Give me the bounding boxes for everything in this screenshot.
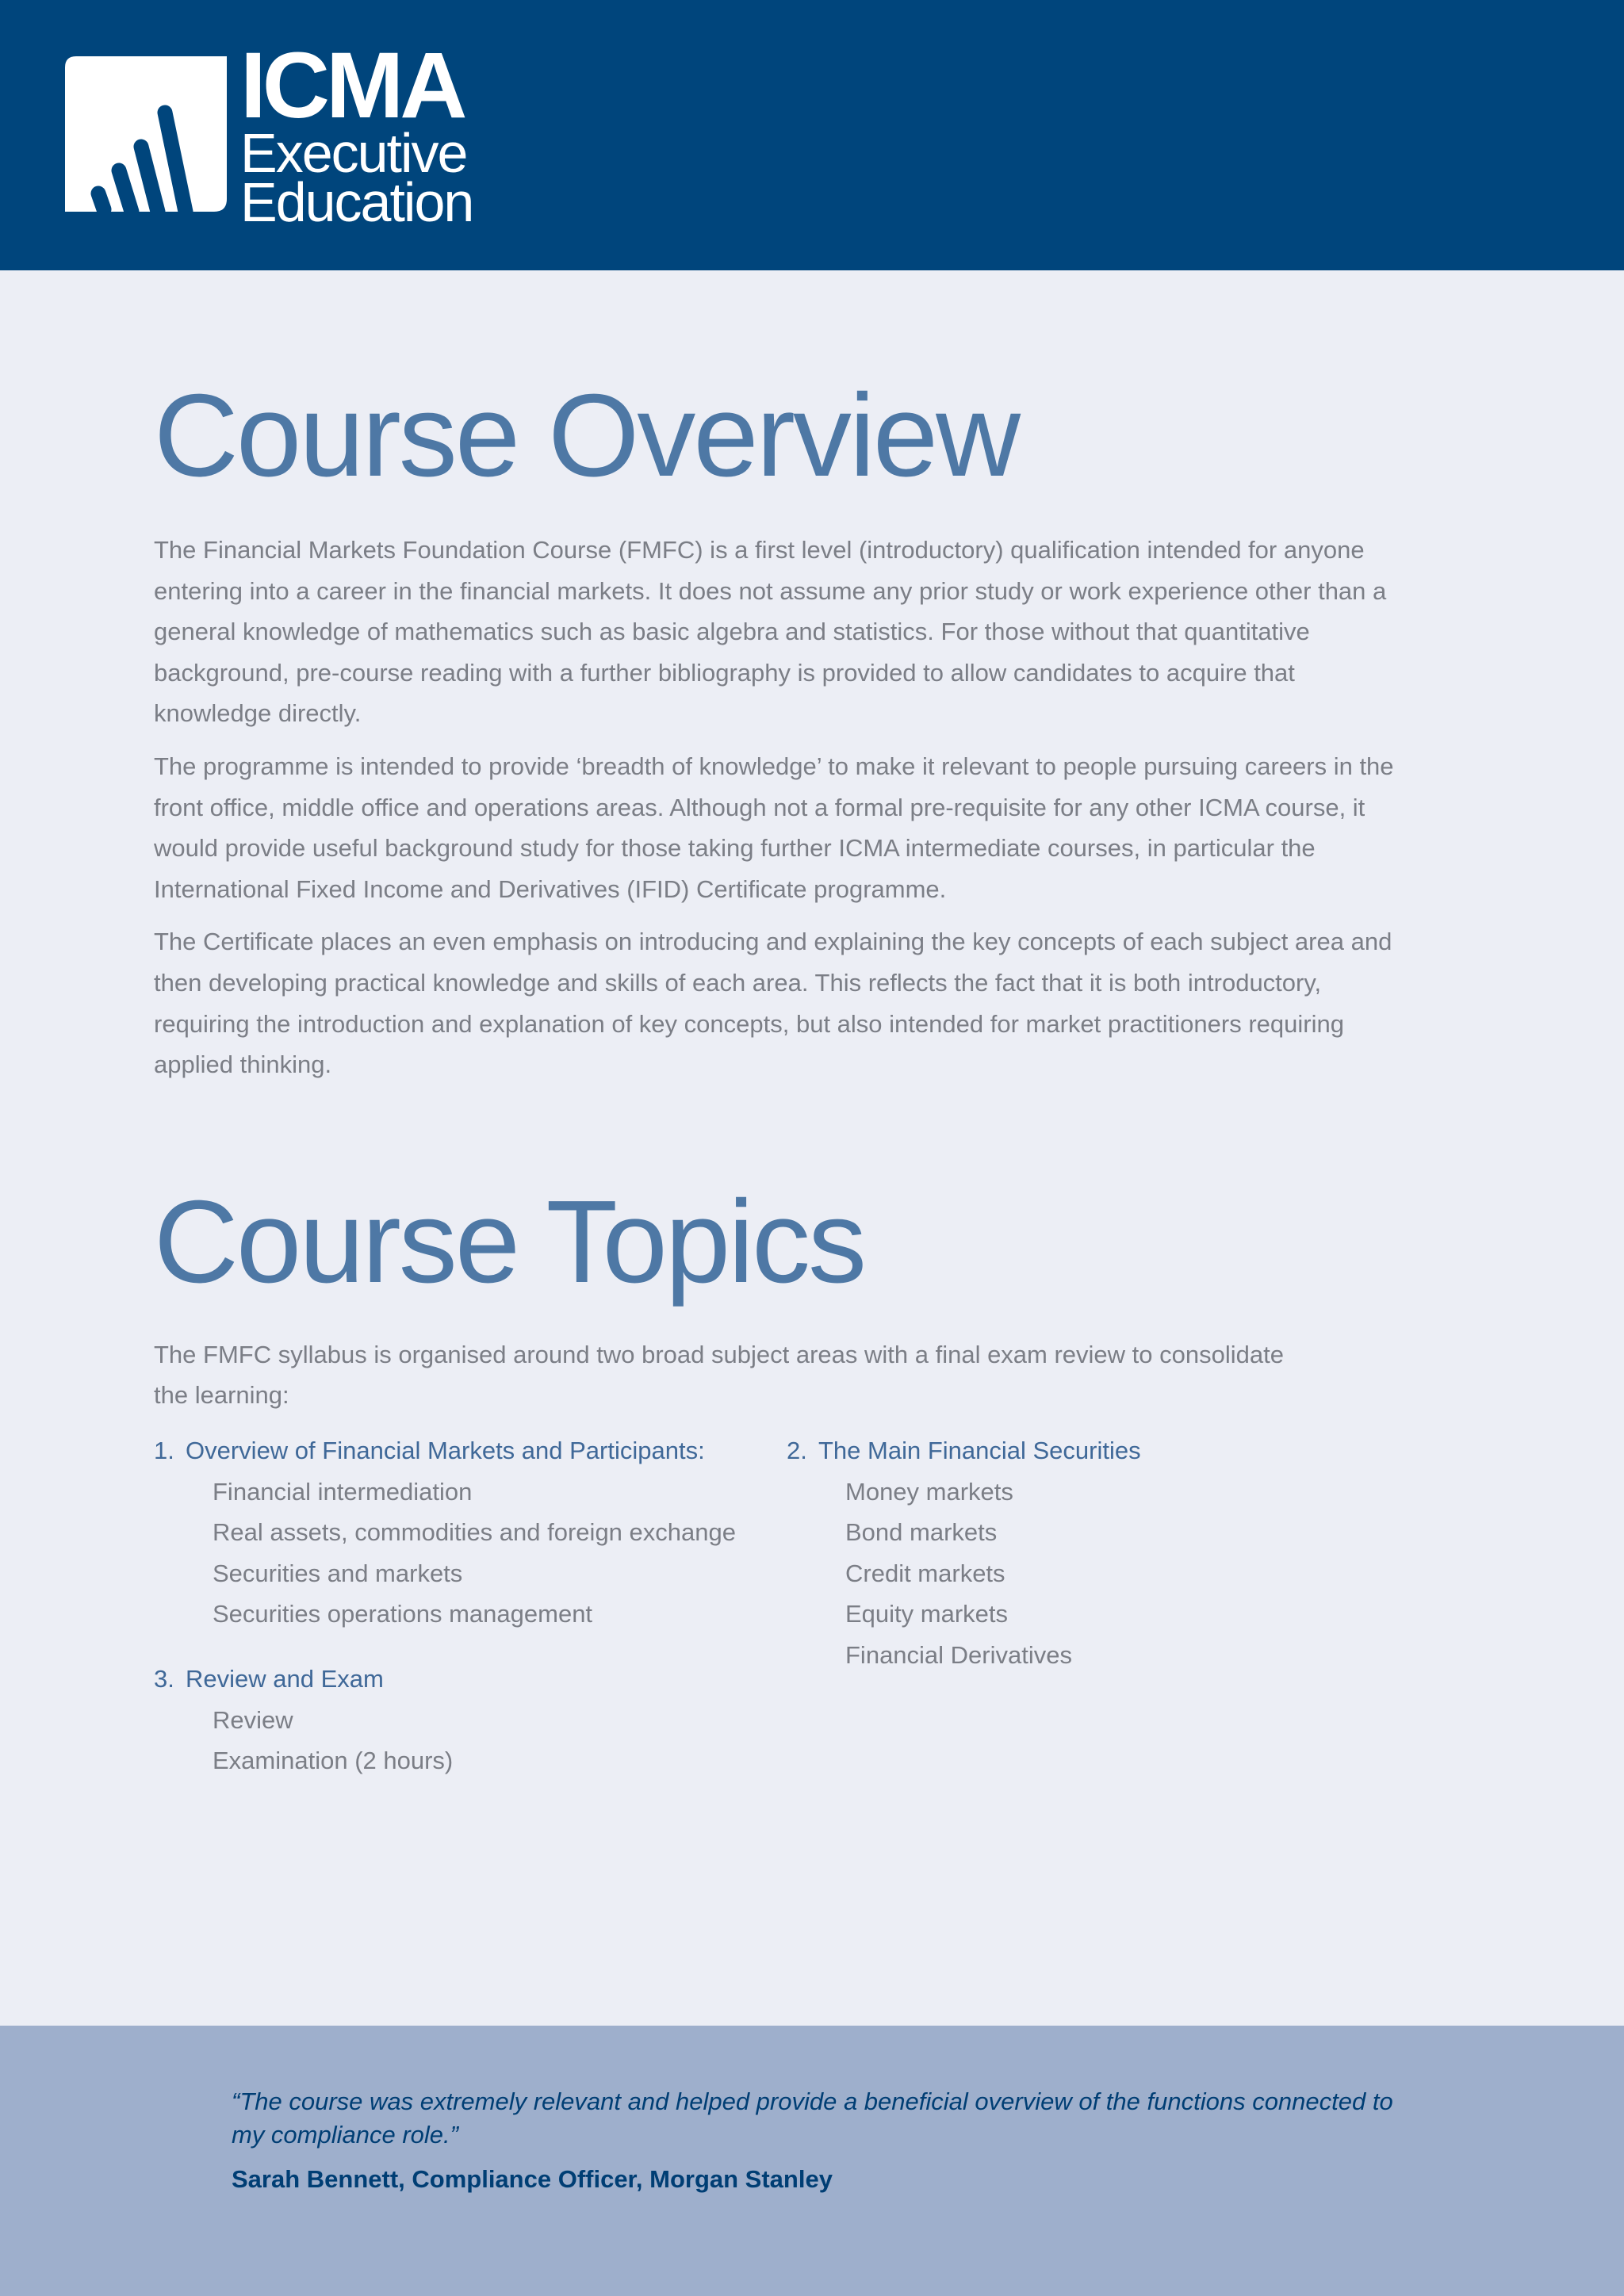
- topic-number: 2.: [787, 1436, 807, 1464]
- overview-paragraph: The Certificate places an even emphasis on introducing and explaining the key concepts of each subject area and then developing practical knowledge and skills of each area. This reflects the fact that it is both introductory, requiring the introduction and explanation of key concepts, but also intended for market practitioners requiring applied thinking.: [154, 928, 1392, 1079]
- topic-item: Financial Derivatives: [845, 1640, 1072, 1669]
- topic-heading-text: The Main Financial Securities: [818, 1436, 1141, 1464]
- topic-item: Securities operations management: [213, 1600, 593, 1628]
- header-banner: [0, 0, 1624, 270]
- topic-item: Equity markets: [845, 1600, 1009, 1628]
- course-overview-title: Course Overview: [154, 370, 1019, 501]
- topic-heading: [154, 1659, 453, 1700]
- logo-brand-name: ICMA: [240, 33, 464, 138]
- testimonial-quote: “The course was extremely relevant and helped provide a beneficial overview of the functions connected to my compliance role.”: [232, 2087, 1393, 2149]
- topic-item: Money markets: [845, 1477, 1013, 1506]
- testimonial-band: [0, 2026, 1624, 2296]
- topics-list: [154, 1430, 1423, 1795]
- topic-heading: [154, 1430, 736, 1471]
- topic-section-2: [787, 1430, 1141, 1676]
- icma-logo-icon: [65, 56, 227, 212]
- topic-section-3: [154, 1659, 453, 1781]
- topic-item: Credit markets: [845, 1559, 1005, 1587]
- overview-paragraph: The programme is intended to provide ‘breadth of knowledge’ to make it relevant to people pursuing careers in the front office, middle office and operations areas. Although not a formal pre-requisite for any other ICMA course, it would provide useful background study for those taking further ICMA intermediate courses, in particular the International Fixed Income and Derivatives (IFID) Certificate programme.: [154, 752, 1394, 903]
- topic-number: 1.: [154, 1436, 174, 1464]
- overview-text: [154, 530, 1423, 1085]
- topic-number: 3.: [154, 1664, 174, 1693]
- topic-heading-text: Review and Exam: [186, 1664, 384, 1693]
- logo-wordmark: [240, 33, 473, 233]
- topics-intro: The FMFC syllabus is organised around two broad subject areas with a final exam review to consolidate the learning:: [154, 1340, 1284, 1410]
- topic-items: [154, 1700, 453, 1781]
- topic-section-1: [154, 1430, 736, 1635]
- topic-items: [787, 1471, 1141, 1676]
- topic-heading: [787, 1430, 1141, 1471]
- course-topics-title: Course Topics: [154, 1176, 865, 1307]
- topic-item: Real assets, commodities and foreign exchange: [213, 1518, 736, 1547]
- topic-item: Review: [213, 1705, 293, 1734]
- topic-heading-text: Overview of Financial Markets and Participants:: [186, 1436, 705, 1464]
- topic-item: Financial intermediation: [213, 1477, 473, 1506]
- topic-item: Securities and markets: [213, 1559, 463, 1587]
- overview-paragraph: The Financial Markets Foundation Course (FMFC) is a first level (introductory) qualification intended for anyone entering into a career in the financial markets. It does not assume any prior study or work experience other than a general knowledge of mathematics such as basic algebra and statistics. For those without that quantitative background, pre-course reading with a further bibliography is provided to allow candidates to acquire that knowledge directly.: [154, 536, 1387, 728]
- main-content: [154, 370, 1423, 1795]
- topic-item: Bond markets: [845, 1518, 998, 1547]
- logo-line-executive: Executive: [240, 122, 467, 184]
- testimonial-author: Sarah Bennett, Compliance Officer, Morgan Stanley: [232, 2165, 833, 2193]
- logo-line-education: Education: [240, 171, 473, 233]
- topic-items: [154, 1471, 736, 1635]
- topic-item: Examination (2 hours): [213, 1747, 454, 1775]
